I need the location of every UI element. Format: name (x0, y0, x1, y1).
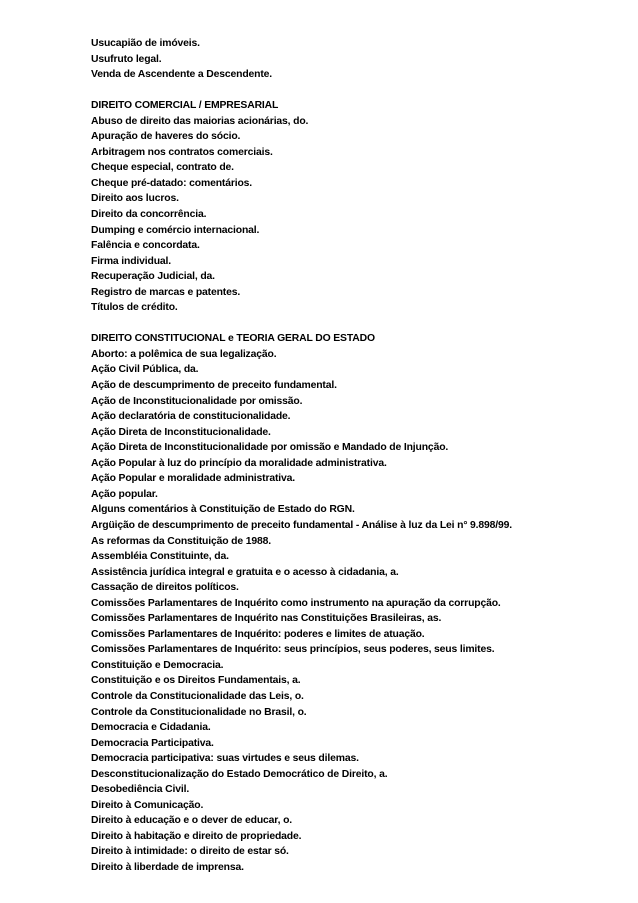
list-item: Ação declaratória de constitucionalidade. (91, 411, 291, 423)
section-spacer (91, 83, 621, 99)
list-item: Assistência jurídica integral e gratuita e o acesso à cidadania, a. (91, 566, 399, 578)
list-item: Aborto: a polêmica de sua legalização. (91, 348, 277, 360)
list-item: Democracia Participativa. (91, 737, 214, 749)
section-spacer (91, 316, 621, 332)
list-item: Venda de Ascendente a Descendente. (91, 69, 273, 81)
list-item: Ação popular. (91, 488, 158, 500)
list-item: Registro de marcas e patentes. (91, 286, 241, 298)
list-item: Alguns comentários à Constituição de Estado do RGN. (91, 504, 355, 516)
list-item: Direito da concorrência. (91, 209, 207, 221)
list-item: Direito aos lucros. (91, 193, 179, 205)
list-item: Usucapião de imóveis. (91, 38, 200, 49)
list-item: Comissões Parlamentares de Inquérito nas Constituições Brasileiras, as. (91, 613, 442, 625)
list-item: Direito à intimidade: o direito de estar só. (91, 846, 289, 858)
list-item: Argüição de descumprimento de preceito fundamental - Análise à luz da Lei n° 9.898/99. (91, 519, 513, 531)
list-item: Falência e concordata. (91, 240, 200, 252)
list-item: Direito à Comunicação. (91, 799, 204, 811)
list-item: Ação de descumprimento de preceito fundamental. (91, 380, 337, 392)
list-item: Direito à habitação e direito de propriedade. (91, 830, 302, 842)
list-item: Controle da Constitucionalidade das Leis, o. (91, 690, 304, 702)
section-heading-constitucional: DIREITO CONSTITUCIONAL e TEORIA GERAL DO ESTADO (91, 333, 375, 345)
list-item: Abuso de direito das maiorias acionárias, do. (91, 115, 309, 127)
section-comercial (91, 98, 621, 316)
list-item: Recuperação Judicial, da. (91, 271, 215, 283)
list-item: Dumping e comércio internacional. (91, 224, 260, 236)
list-item: As reformas da Constituição de 1988. (91, 535, 271, 547)
list-item: Constituição e Democracia. (91, 659, 224, 671)
list-item: Assembléia Constituinte, da. (91, 551, 229, 563)
list-item: Comissões Parlamentares de Inquérito: poderes e limites de atuação. (91, 628, 425, 640)
section-heading-comercial: DIREITO COMERCIAL / EMPRESARIAL (91, 100, 279, 112)
list-item: Arbitragem nos contratos comerciais. (91, 146, 273, 158)
list-item: Ação Popular à luz do princípio da moralidade administrativa. (91, 457, 387, 469)
list-item: Direito à educação e o dever de educar, o. (91, 815, 293, 827)
list-item: Ação Direta de Inconstitucionalidade. (91, 426, 271, 438)
list-item: Direito à liberdade de imprensa. (91, 861, 244, 873)
list-item: Desconstitucionalização do Estado Democrático de Direito, a. (91, 768, 388, 780)
list-item: Comissões Parlamentares de Inquérito como instrumento na apuração da corrupção. (91, 597, 501, 609)
list-item: Usufruto legal. (91, 53, 162, 65)
document-page (91, 36, 621, 876)
list-item: Cheque pré-datado: comentários. (91, 177, 253, 189)
list-item: Ação Popular e moralidade administrativa. (91, 473, 296, 485)
list-item: Democracia participativa: suas virtudes e seus dilemas. (91, 753, 359, 765)
list-item: Apuração de haveres do sócio. (91, 131, 241, 143)
list-item: Desobediência Civil. (91, 784, 190, 796)
list-item: Ação de Inconstitucionalidade por omissão. (91, 395, 303, 407)
section-constitucional (91, 331, 621, 875)
list-item: Democracia e Cidadania. (91, 722, 211, 734)
list-item: Cheque especial, contrato de. (91, 162, 234, 174)
list-item: Constituição e os Direitos Fundamentais, a. (91, 675, 301, 687)
list-item: Comissões Parlamentares de Inquérito: seus princípios, seus poderes, seus limites. (91, 644, 495, 656)
list-item: Ação Civil Pública, da. (91, 364, 199, 376)
list-item: Títulos de crédito. (91, 302, 178, 314)
list-item: Ação Direta de Inconstitucionalidade por omissão e Mandado de Injunção. (91, 442, 449, 454)
list-item: Firma individual. (91, 255, 172, 267)
list-item: Controle da Constitucionalidade no Brasil, o. (91, 706, 307, 718)
section-top-list (91, 36, 621, 83)
list-item: Cassação de direitos políticos. (91, 582, 239, 594)
